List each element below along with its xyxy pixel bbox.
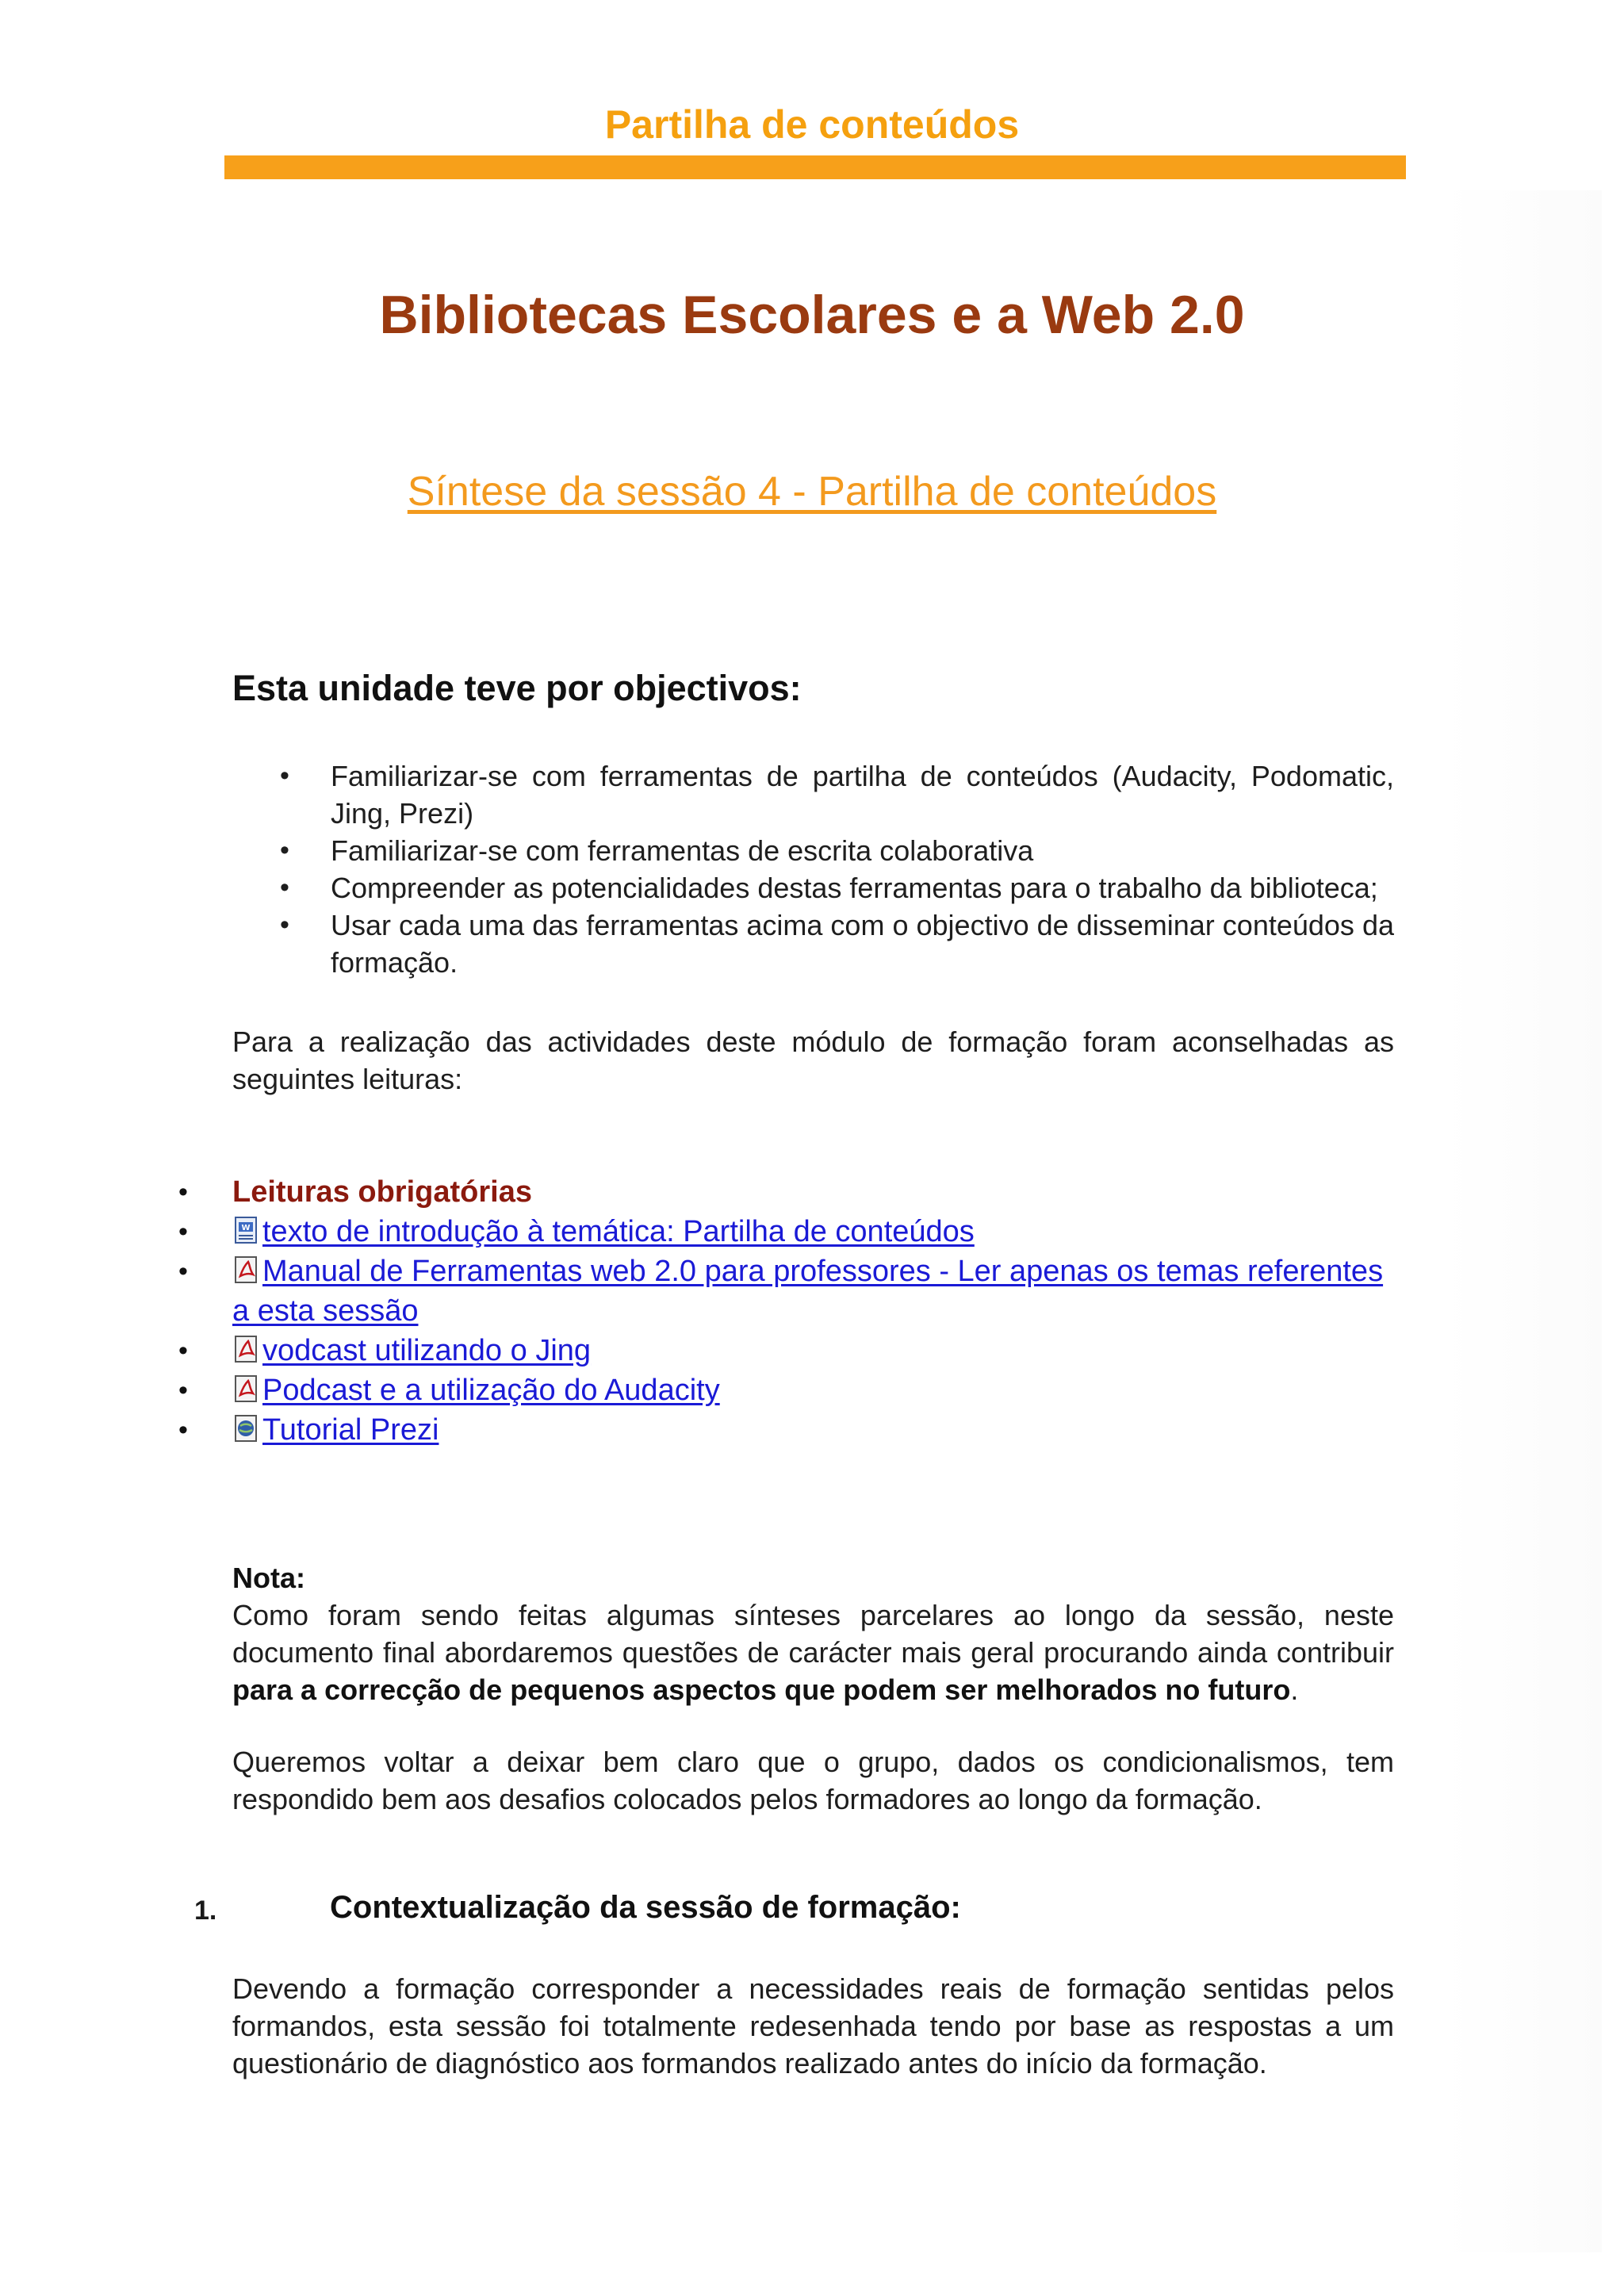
list-item: • Familiarizar-se com ferramentas de escrita colaborativa	[232, 832, 1394, 869]
nota-block	[232, 1559, 1394, 1708]
header-divider-bar	[224, 155, 1406, 179]
group-paragraph: Queremos voltar a deixar bem claro que o grupo, dados os condicionalismos, tem respondido bem aos desafios colocados pelos formadores ao longo da formação.	[232, 1746, 1394, 1815]
objectives-heading: Esta unidade teve por objectivos:	[232, 668, 802, 708]
globe-icon	[232, 1414, 261, 1443]
readings-intro-paragraph: Para a realização das actividades deste módulo de formação foram aconselhadas as seguintes leituras:	[232, 1025, 1394, 1095]
list-item: • Familiarizar-se com ferramentas de partilha de conteúdos (Audacity, Podomatic, Jing, Prezi)	[232, 757, 1394, 832]
subtitle-container	[0, 468, 1624, 516]
pdf-icon	[232, 1335, 261, 1363]
nota-bold-text: para a correcção de pequenos aspectos que podem ser melhorados no futuro	[232, 1673, 1291, 1706]
reading-link-prezi[interactable]: Tutorial Prezi	[262, 1413, 439, 1447]
list-item: • Usar cada uma das ferramentas acima com o objectivo de disseminar conteúdos da formação.	[232, 907, 1394, 981]
svg-text:W: • W	[241, 1224, 251, 1232]
pdf-icon	[232, 1255, 261, 1284]
nota-text: Como foram sendo feitas algumas sínteses parcelares ao longo da sessão, neste documento final abordaremos questões de carácter mais geral procurando ainda contribuir	[232, 1599, 1394, 1669]
reading-link-vodcast[interactable]: vodcast utilizando o Jing	[262, 1334, 592, 1367]
readings-heading: Leituras obrigatórias	[232, 1175, 532, 1209]
section-number: 1.	[194, 1895, 217, 1926]
reading-link-manual[interactable]: Manual de Ferramentas web 2.0 para professores - Ler apenas os temas referentes a esta sessão	[232, 1255, 1384, 1328]
section-paragraph: Devendo a formação corresponder a necessidades reais de formação sentidas pelos formandos, esta sessão foi totalmente redesenhada tendo por base as respostas a um questionário de diagnóstico aos formandos realizado antes do início da formação.	[232, 1972, 1394, 2079]
reading-link-introduction[interactable]: texto de introdução à temática: Partilha de conteúdos	[262, 1215, 975, 1248]
readings-list	[178, 1172, 1404, 1450]
list-item	[178, 1251, 1404, 1331]
document-title: Bibliotecas Escolares e a Web 2.0	[379, 285, 1245, 345]
list-item: • Compreender as potencialidades destas ferramentas para o trabalho da biblioteca;	[232, 869, 1394, 907]
list-item	[178, 1410, 1404, 1450]
pdf-icon	[232, 1374, 261, 1403]
list-item	[178, 1370, 1404, 1410]
reading-link-podcast[interactable]: Podcast e a utilização do Audacity	[262, 1374, 720, 1407]
nota-label: Nota:	[232, 1562, 305, 1594]
list-item	[178, 1331, 1404, 1370]
header-title: Partilha de conteúdos	[604, 102, 1020, 147]
list-item	[178, 1212, 1404, 1251]
objectives-list	[232, 757, 1394, 981]
list-item	[178, 1172, 1404, 1212]
subtitle-link[interactable]: Síntese da sessão 4 - Partilha de conteúdos	[407, 469, 1217, 515]
word-doc-icon	[232, 1216, 261, 1244]
nota-text-end: .	[1290, 1673, 1299, 1706]
section-title: Contextualização da sessão de formação:	[330, 1890, 961, 1925]
